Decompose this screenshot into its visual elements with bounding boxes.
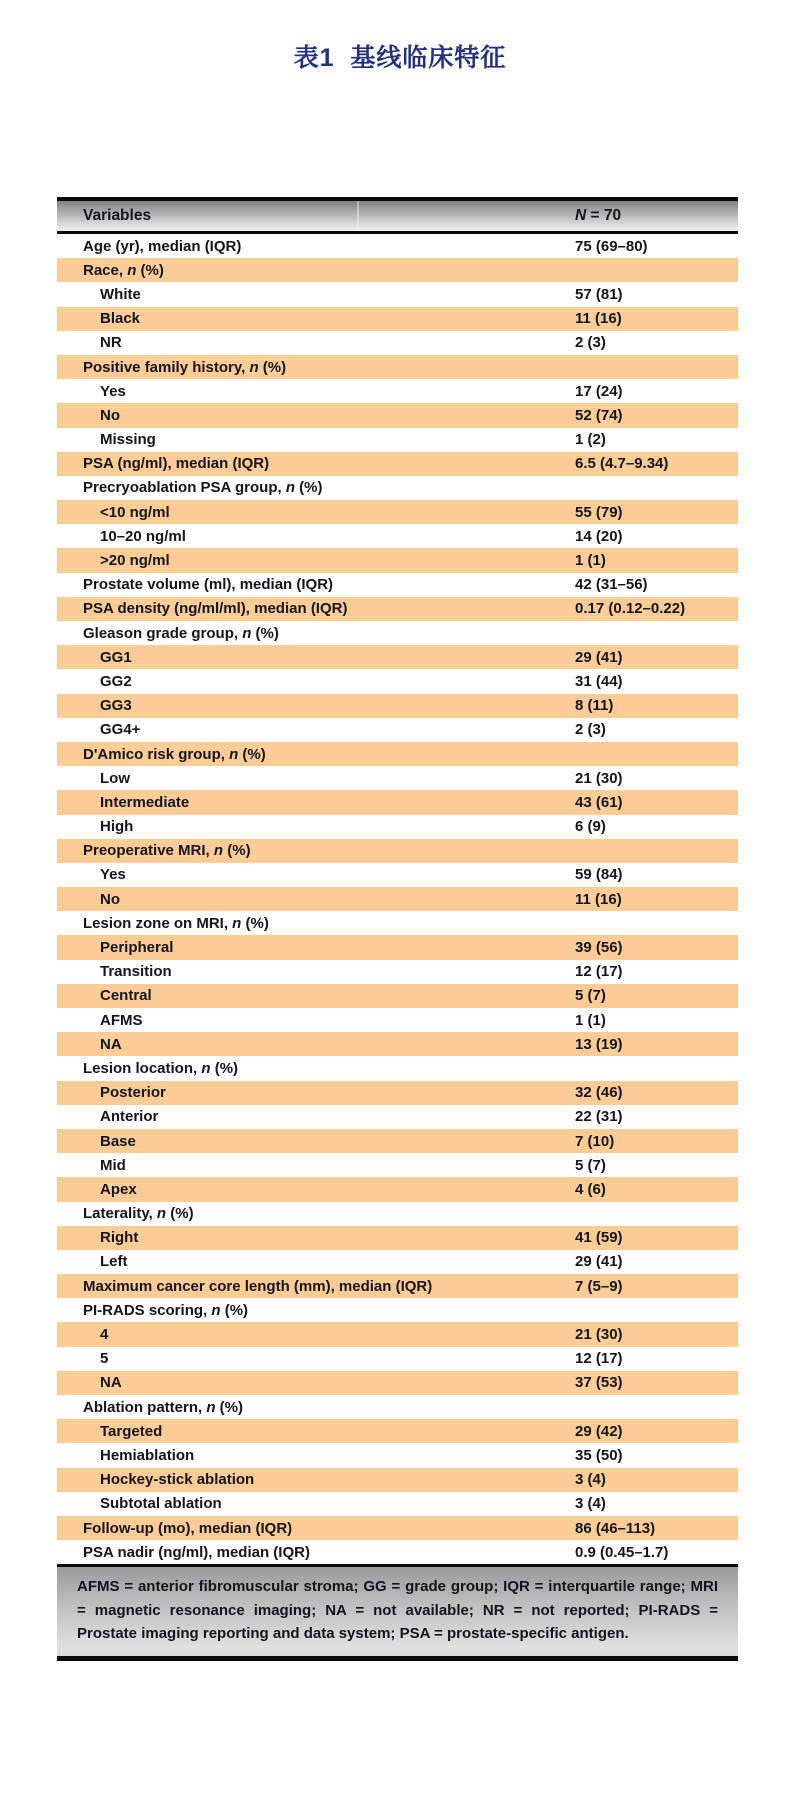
table-row — [57, 331, 738, 355]
row-label: Precryoablation PSA group, n (%) — [83, 479, 323, 497]
row-label: Gleason grade group, n (%) — [83, 624, 279, 642]
row-label: Intermediate — [100, 793, 190, 811]
row-label: Subtotal ablation — [100, 1495, 222, 1513]
row-value: 1 (2) — [575, 431, 606, 449]
row-value: 3 (4) — [575, 1471, 606, 1489]
row-value: 13 (19) — [575, 1035, 623, 1053]
row-value: 2 (3) — [575, 721, 606, 739]
row-value: 29 (41) — [575, 648, 623, 666]
table-row — [57, 1347, 738, 1371]
table-row — [57, 1540, 738, 1564]
table-row — [57, 1419, 738, 1443]
table-row — [57, 476, 738, 500]
header-variables: Variables — [83, 207, 152, 224]
table-row — [57, 1129, 738, 1153]
row-label: 4 — [100, 1326, 109, 1344]
row-label: 5 — [100, 1350, 109, 1368]
table-row — [57, 911, 738, 935]
table-row — [57, 1468, 738, 1492]
table-body — [57, 234, 738, 1567]
table-row — [57, 524, 738, 548]
table-row — [57, 403, 738, 427]
row-label: NA — [100, 1374, 122, 1392]
table-row — [57, 815, 738, 839]
row-value: 17 (24) — [575, 382, 623, 400]
table-row — [57, 1443, 738, 1467]
row-label: Laterality, n (%) — [83, 1205, 194, 1223]
table-row — [57, 1322, 738, 1346]
row-label: Hemiablation — [100, 1446, 195, 1464]
row-label: PSA (ng/ml), median (IQR) — [83, 455, 270, 473]
row-label: Ablation pattern, n (%) — [83, 1398, 244, 1416]
table-row — [57, 887, 738, 911]
table-row — [57, 307, 738, 331]
row-label: Central — [100, 987, 152, 1005]
table-row — [57, 573, 738, 597]
row-label: Targeted — [100, 1422, 163, 1440]
row-label: White — [100, 285, 141, 303]
table-row — [57, 258, 738, 282]
row-label: Preoperative MRI, n (%) — [83, 842, 251, 860]
row-value: 1 (1) — [575, 552, 606, 570]
row-value: 39 (56) — [575, 939, 623, 957]
row-value: 12 (17) — [575, 1350, 623, 1368]
row-label: Missing — [100, 431, 156, 449]
row-label: Right — [100, 1229, 139, 1247]
row-value: 7 (10) — [575, 1132, 615, 1150]
table-row — [57, 669, 738, 693]
row-label: NA — [100, 1035, 122, 1053]
row-label: Apex — [100, 1180, 137, 1198]
row-label: D'Amico risk group, n (%) — [83, 745, 266, 763]
row-value: 35 (50) — [575, 1446, 623, 1464]
row-value: 21 (30) — [575, 1326, 623, 1344]
row-value: 5 (7) — [575, 987, 606, 1005]
row-value: 29 (42) — [575, 1422, 623, 1440]
table-row — [57, 1371, 738, 1395]
row-value: 11 (16) — [575, 890, 622, 908]
row-label: Posterior — [100, 1084, 166, 1102]
row-label: Age (yr), median (IQR) — [83, 237, 242, 255]
row-value: 7 (5–9) — [575, 1277, 623, 1295]
row-value: 12 (17) — [575, 963, 623, 981]
row-value: 43 (61) — [575, 793, 623, 811]
row-label: AFMS — [100, 1011, 143, 1029]
table-row — [57, 1081, 738, 1105]
table-row — [57, 1008, 738, 1032]
table-row — [57, 548, 738, 572]
row-label: Maximum cancer core length (mm), median (IQR) — [83, 1277, 433, 1295]
row-label: Yes — [100, 382, 126, 400]
row-label: <10 ng/ml — [100, 503, 170, 521]
table-row — [57, 500, 738, 524]
table-row — [57, 790, 738, 814]
row-value: 5 (7) — [575, 1156, 606, 1174]
row-value: 29 (41) — [575, 1253, 623, 1271]
table-row — [57, 1395, 738, 1419]
table-row — [57, 355, 738, 379]
row-label: Transition — [100, 963, 172, 981]
table-row — [57, 1298, 738, 1322]
row-value: 0.9 (0.45–1.7) — [575, 1543, 669, 1561]
row-value: 22 (31) — [575, 1108, 623, 1126]
table-row — [57, 1516, 738, 1540]
row-value: 37 (53) — [575, 1374, 623, 1392]
row-label: No — [100, 406, 120, 424]
row-label: Follow-up (mo), median (IQR) — [83, 1519, 293, 1537]
row-label: Race, n (%) — [83, 261, 164, 279]
table-row — [57, 452, 738, 476]
row-value: 59 (84) — [575, 866, 623, 884]
row-label: PSA density (ng/ml/ml), median (IQR) — [83, 600, 348, 618]
row-label: No — [100, 890, 120, 908]
row-label: PSA nadir (ng/ml), median (IQR) — [83, 1543, 310, 1561]
baseline-characteristics-table — [57, 197, 738, 1661]
table-row — [57, 863, 738, 887]
row-label: Anterior — [100, 1108, 159, 1126]
table-row — [57, 839, 738, 863]
row-value: 3 (4) — [575, 1495, 606, 1513]
row-label: GG1 — [100, 648, 132, 666]
row-label: GG4+ — [100, 721, 141, 739]
row-label: GG3 — [100, 697, 132, 715]
row-value: 55 (79) — [575, 503, 623, 521]
row-value: 75 (69–80) — [575, 237, 648, 255]
table-row — [57, 428, 738, 452]
row-label: >20 ng/ml — [100, 552, 170, 570]
table-row — [57, 645, 738, 669]
row-label: Positive family history, n (%) — [83, 358, 287, 376]
header-n-value: N = 70 — [575, 207, 622, 224]
row-value: 32 (46) — [575, 1084, 623, 1102]
table-row — [57, 621, 738, 645]
table-row — [57, 1274, 738, 1298]
row-label: NR — [100, 334, 122, 352]
row-value: 42 (31–56) — [575, 576, 648, 594]
row-label: Yes — [100, 866, 126, 884]
row-value: 21 (30) — [575, 769, 623, 787]
row-label: Left — [100, 1253, 128, 1271]
table-row — [57, 766, 738, 790]
row-value: 6.5 (4.7–9.34) — [575, 455, 669, 473]
row-label: GG2 — [100, 672, 132, 690]
table-row — [57, 1032, 738, 1056]
row-label: Black — [100, 310, 141, 328]
row-label: Lesion location, n (%) — [83, 1059, 239, 1077]
row-label: 10–20 ng/ml — [100, 527, 186, 545]
table-row — [57, 718, 738, 742]
table-row — [57, 379, 738, 403]
table-row — [57, 1056, 738, 1080]
table-header — [57, 197, 738, 234]
row-value: 14 (20) — [575, 527, 623, 545]
table-footnote: AFMS = anterior fibromuscular stroma; GG = grade group; IQR = interquartile range; MRI = magnetic resonance imaging; NA = not available; NR = not reported; PI-RADS = Prostate imaging reporting and data system; PSA = prostate-specific antigen. — [57, 1567, 738, 1661]
table-row — [57, 935, 738, 959]
table-row — [57, 694, 738, 718]
row-value: 11 (16) — [575, 310, 622, 328]
row-value: 31 (44) — [575, 672, 623, 690]
row-label: Low — [100, 769, 130, 787]
row-label: Peripheral — [100, 939, 174, 957]
table-row — [57, 1492, 738, 1516]
table-row — [57, 597, 738, 621]
table-row — [57, 960, 738, 984]
table-row — [57, 742, 738, 766]
table-row — [57, 234, 738, 258]
table-row — [57, 1226, 738, 1250]
row-value: 86 (46–113) — [575, 1519, 656, 1537]
row-value: 6 (9) — [575, 818, 606, 836]
row-value: 4 (6) — [575, 1180, 606, 1198]
row-value: 57 (81) — [575, 285, 623, 303]
row-label: Prostate volume (ml), median (IQR) — [83, 576, 334, 594]
row-value: 8 (11) — [575, 697, 614, 715]
table-row — [57, 1153, 738, 1177]
table-row — [57, 1202, 738, 1226]
row-label: Mid — [100, 1156, 126, 1174]
table-row — [57, 1250, 738, 1274]
row-label: High — [100, 818, 134, 836]
row-label: Hockey-stick ablation — [100, 1471, 255, 1489]
row-label: Base — [100, 1132, 136, 1150]
row-label: PI-RADS scoring, n (%) — [83, 1301, 249, 1319]
row-value: 52 (74) — [575, 406, 623, 424]
table-row — [57, 1177, 738, 1201]
row-label: Lesion zone on MRI, n (%) — [83, 914, 269, 932]
row-value: 0.17 (0.12–0.22) — [575, 600, 686, 618]
table-caption: 表1 基线临床特征 — [293, 44, 507, 72]
row-value: 1 (1) — [575, 1011, 606, 1029]
row-value: 41 (59) — [575, 1229, 623, 1247]
table-row — [57, 984, 738, 1008]
row-value: 2 (3) — [575, 334, 606, 352]
table-row — [57, 1105, 738, 1129]
table-row — [57, 282, 738, 306]
